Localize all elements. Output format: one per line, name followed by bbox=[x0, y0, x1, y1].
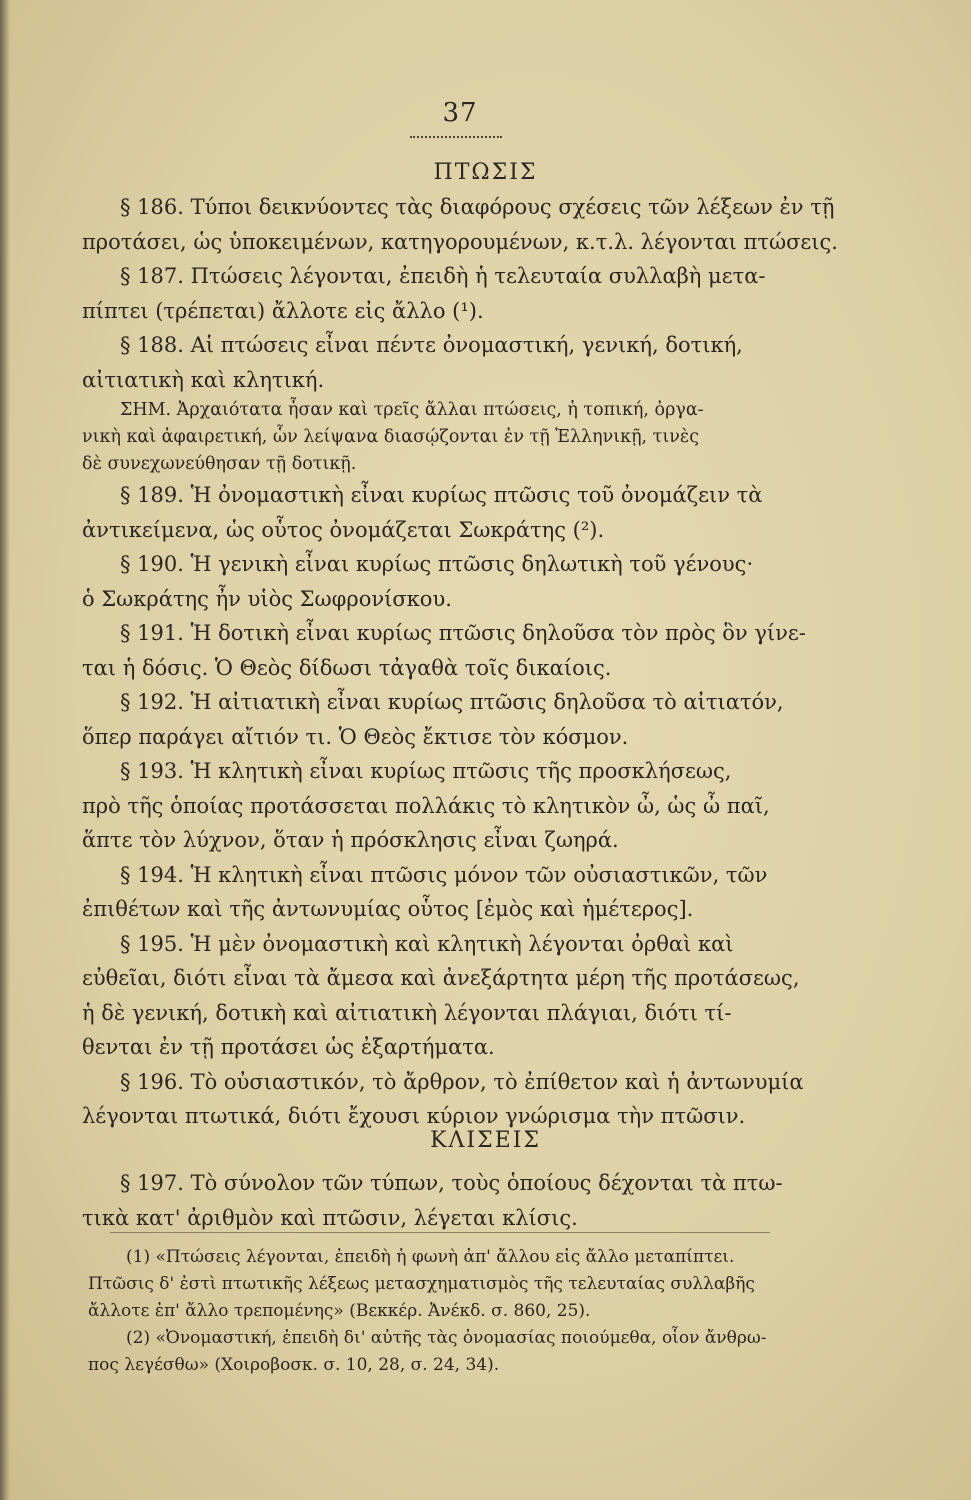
binding-edge bbox=[0, 0, 10, 1500]
text-line: § 194. Ἡ κλητικὴ εἶναι πτῶσις μόνον τῶν οὐσιαστικῶν, τῶν bbox=[120, 862, 768, 887]
text-line: ται ἡ δόσις. Ὁ Θεὸς δίδωσι τἀγαθὰ τοῖς δικαίοις. bbox=[82, 655, 612, 680]
main-text-2 bbox=[82, 1166, 812, 1235]
text-line: § 196. Τὸ οὐσιαστικόν, τὸ ἄρθρον, τὸ ἐπίθετον καὶ ἡ ἀντωνυμία bbox=[120, 1069, 804, 1094]
text-line: ἡ δὲ γενική, δοτικὴ καὶ αἰτιατικὴ λέγονται πλάγιαι, διότι τί- bbox=[82, 1000, 732, 1025]
text-line: πρὸ τῆς ὁποίας προτάσσεται πολλάκις τὸ κλητικὸν ὦ, ὡς ὦ παῖ, bbox=[82, 793, 770, 818]
text-line: ὁ Σωκράτης ἦν υἱὸς Σωφρονίσκου. bbox=[82, 586, 452, 611]
footnote-line: (2) «Ὀνομαστική, ἐπειδὴ δι' αὐτῆς τὰς ὀνομασίας ποιούμεθα, οἷον ἄνθρω- bbox=[126, 1328, 767, 1348]
text-line: εὐθεῖαι, διότι εἶναι τὰ ἄμεσα καὶ ἀνεξάρτητα μέρη τῆς προτάσεως, bbox=[82, 966, 800, 990]
main-text bbox=[82, 190, 838, 1134]
footnote-line: Πτῶσις δ' ἐστὶ πτωτικῆς λέξεως μετασχηματισμὸς τῆς τελευταίας συλλαβῆς bbox=[88, 1274, 755, 1294]
text-line: § 195. Ἡ μὲν ὀνομαστικὴ καὶ κλητικὴ λέγονται ὀρθαὶ καὶ bbox=[120, 931, 734, 956]
note-line: ΣΗΜ. Ἀρχαιότατα ἦσαν καὶ τρεῖς ἄλλαι πτώσεις, ἡ τοπική, ὀργα- bbox=[120, 400, 704, 420]
text-line: θενται ἐν τῇ προτάσει ὡς ἐξαρτήματα. bbox=[82, 1035, 495, 1059]
footnotes bbox=[88, 1244, 808, 1379]
text-line: § 197. Τὸ σύνολον τῶν τύπων, τοὺς ὁποίους δέχονται τὰ πτω- bbox=[120, 1171, 783, 1195]
footnote-line: (1) «Πτώσεις λέγονται, ἐπειδὴ ἡ φωνὴ ἀπ' ἄλλου εἰς ἄλλο μεταπίπτει. bbox=[126, 1247, 735, 1267]
text-line: τικὰ κατ' ἀριθμὸν καὶ πτῶσιν, λέγεται κλίσις. bbox=[82, 1205, 578, 1230]
text-line: § 193. Ἡ κλητικὴ εἶναι κυρίως πτῶσις τῆς προσκλήσεως, bbox=[120, 759, 732, 783]
section-heading-kliseis: ΚΛΙΣΕΙΣ bbox=[430, 1128, 541, 1153]
text-line: αἰτιατικὴ καὶ κλητική. bbox=[82, 367, 325, 392]
footnote-line: πος λεγέσθω» (Χοιροβοσκ. σ. 10, 28, σ. 24, 34). bbox=[88, 1355, 500, 1375]
text-line: ὅπερ παράγει αἴτιόν τι. Ὁ Θεὸς ἔκτισε τὸν κόσμον. bbox=[82, 724, 629, 749]
text-line: πίπτει (τρέπεται) ἄλλοτε εἰς ἄλλο (¹). bbox=[82, 298, 484, 323]
text-line: § 186. Τύποι δεικνύοντες τὰς διαφόρους σχέσεις τῶν λέξεων ἐν τῇ bbox=[120, 195, 835, 219]
section-heading-ptosis: ΠΤΩΣΙΣ bbox=[433, 160, 538, 185]
text-line: λέγονται πτωτικά, διότι ἔχουσι κύριον γνώρισμα τὴν πτῶσιν. bbox=[82, 1104, 746, 1128]
note-line: νικὴ καὶ ἀφαιρετική, ὧν λείψανα διασῴζονται ἐν τῇ Ἑλληνικῇ, τινὲς bbox=[82, 427, 700, 447]
page-number-ornament bbox=[410, 130, 502, 138]
text-line: § 188. Αἱ πτώσεις εἶναι πέντε ὀνομαστική, γενική, δοτική, bbox=[120, 333, 743, 357]
page-number: 37 bbox=[442, 98, 478, 128]
footnote-line: ἄλλοτε ἐπ' ἄλλο τρεπομένης» (Βεκκέρ. Ἀνέκδ. σ. 860, 25). bbox=[88, 1301, 591, 1321]
note-line: δὲ συνεχωνεύθησαν τῇ δοτικῇ. bbox=[82, 454, 357, 474]
text-line: § 192. Ἡ αἰτιατικὴ εἶναι κυρίως πτῶσις δηλοῦσα τὸ αἰτιατόν, bbox=[120, 690, 784, 714]
text-line: ἀντικείμενα, ὡς οὗτος ὀνομάζεται Σωκράτης (²). bbox=[82, 517, 605, 542]
text-line: § 187. Πτώσεις λέγονται, ἐπειδὴ ἡ τελευταία συλλαβὴ μετα- bbox=[120, 264, 766, 288]
text-line: § 189. Ἡ ὀνομαστικὴ εἶναι κυρίως πτῶσις τοῦ ὀνομάζειν τὰ bbox=[120, 483, 763, 507]
text-line: § 190. Ἡ γενικὴ εἶναι κυρίως πτῶσις δηλωτικὴ τοῦ γένους· bbox=[120, 552, 754, 576]
text-line: ἅπτε τὸν λύχνον, ὅταν ἡ πρόσκλησις εἶναι ζωηρά. bbox=[82, 828, 619, 852]
text-line: προτάσει, ὡς ὑποκειμένων, κατηγορουμένων, κ.τ.λ. λέγονται πτώσεις. bbox=[82, 229, 838, 254]
text-line: § 191. Ἡ δοτικὴ εἶναι κυρίως πτῶσις δηλοῦσα τὸν πρὸς ὃν γίνε- bbox=[120, 621, 806, 645]
text-line: ἐπιθέτων καὶ τῆς ἀντωνυμίας οὗτος [ἐμὸς καὶ ἡμέτερος]. bbox=[82, 897, 694, 921]
footnote-rule bbox=[110, 1232, 770, 1233]
